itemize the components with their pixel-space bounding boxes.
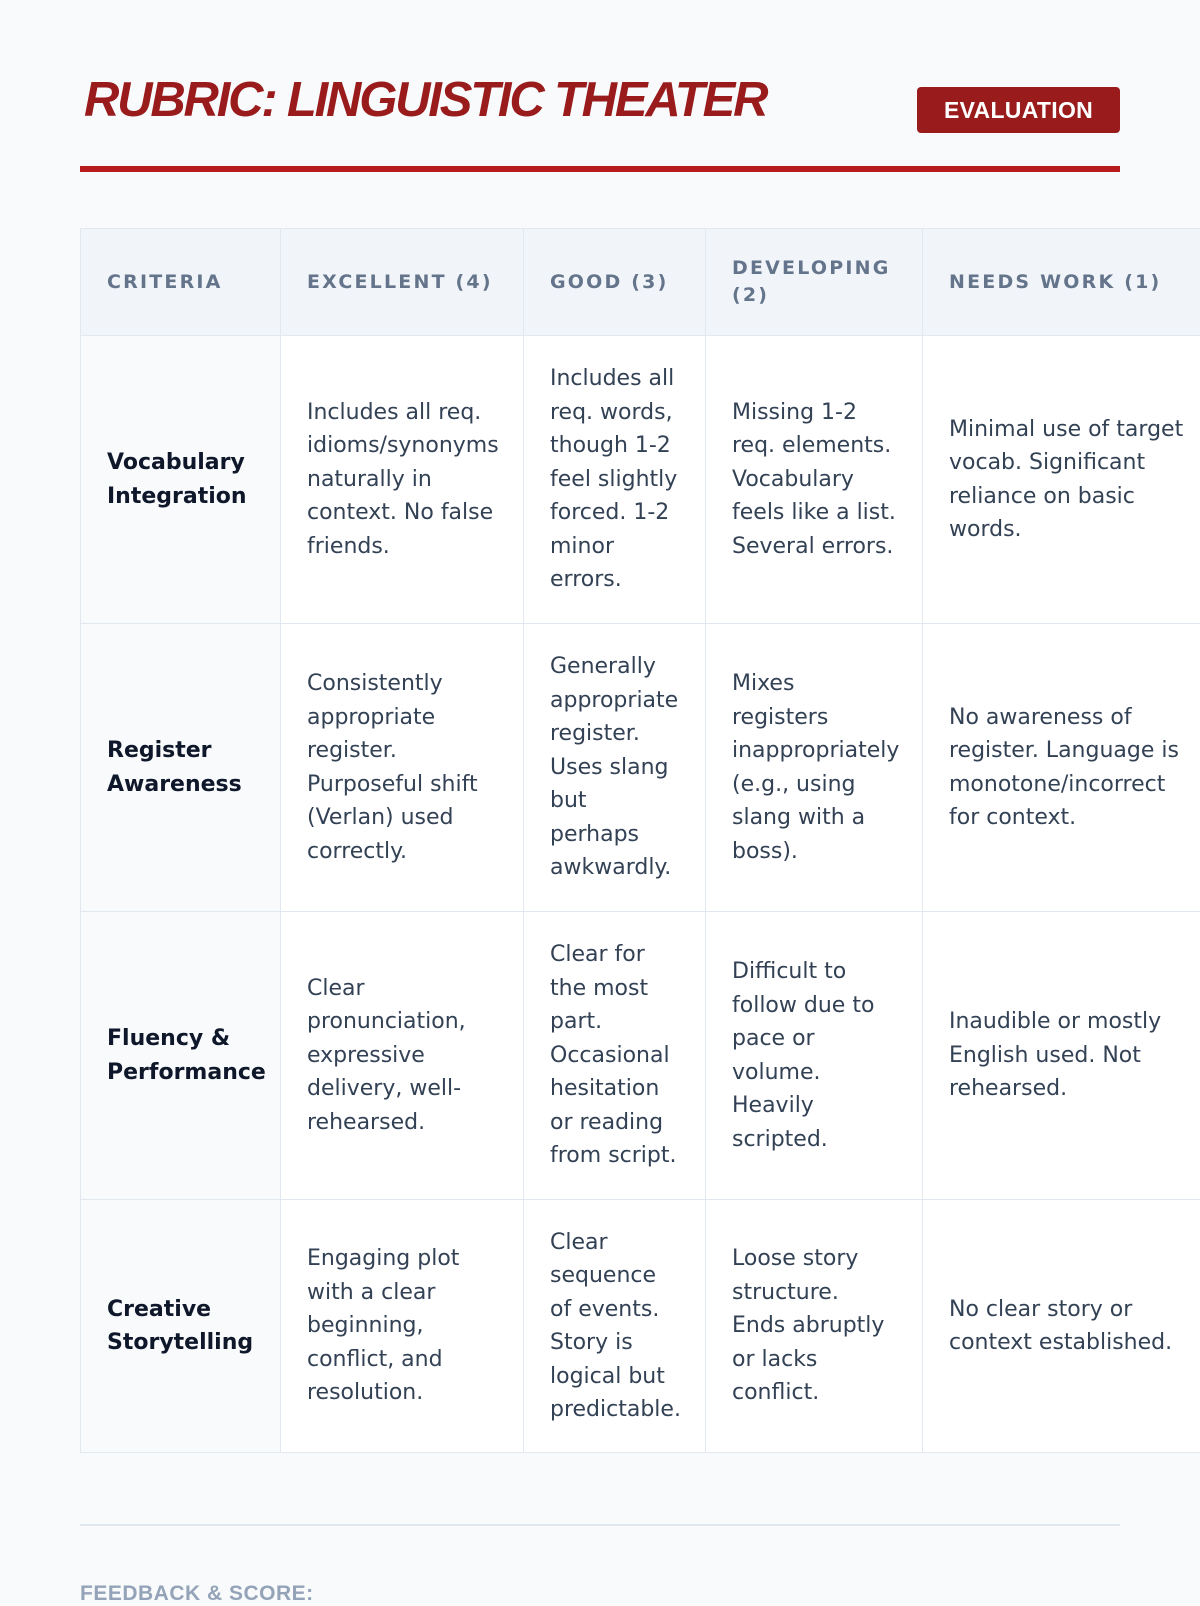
good-cell: Includes all req. words, though 1-2 feel slightly forced. 1-2 minor errors.	[524, 336, 706, 624]
developing-cell: Difficult to follow due to pace or volume. Heavily scripted.	[706, 912, 923, 1200]
column-header-developing: DEVELOPING (2)	[706, 229, 923, 336]
needs-work-cell: No awareness of register. Language is monotone/incorrect for context.	[923, 624, 1200, 912]
table-row	[81, 1200, 1200, 1453]
page-header	[80, 72, 1120, 152]
footer-divider	[80, 1524, 1120, 1526]
page-title: RUBRIC: LINGUISTIC THEATER	[84, 76, 766, 125]
table-row	[81, 912, 1200, 1200]
needs-work-cell: Minimal use of target vocab. Significant reliance on basic words.	[923, 336, 1200, 624]
rubric-table	[80, 228, 1200, 1453]
good-cell: Clear for the most part. Occasional hesitation or reading from script.	[524, 912, 706, 1200]
good-cell: Generally appropriate register. Uses slang but perhaps awkwardly.	[524, 624, 706, 912]
column-header-criteria: CRITERIA	[81, 229, 281, 336]
column-header-good: GOOD (3)	[524, 229, 706, 336]
developing-cell: Mixes registers inappropriately (e.g., using slang with a boss).	[706, 624, 923, 912]
criterion-cell: Creative Storytelling	[81, 1200, 281, 1453]
good-cell: Clear sequence of events. Story is logical but predictable.	[524, 1200, 706, 1453]
needs-work-cell: Inaudible or mostly English used. Not rehearsed.	[923, 912, 1200, 1200]
criterion-cell: Fluency & Performance	[81, 912, 281, 1200]
criterion-cell: Vocabulary Integration	[81, 336, 281, 624]
table-row	[81, 624, 1200, 912]
rubric-page	[80, 0, 1120, 1600]
developing-cell: Missing 1-2 req. elements. Vocabulary feels like a list. Several errors.	[706, 336, 923, 624]
excellent-cell: Clear pronunciation, expressive delivery, well-rehearsed.	[281, 912, 524, 1200]
table-row	[81, 336, 1200, 624]
evaluation-badge: EVALUATION	[917, 87, 1120, 133]
table-header-row	[81, 229, 1200, 336]
column-header-needs-work: NEEDS WORK (1)	[923, 229, 1200, 336]
excellent-cell: Includes all req. idioms/synonyms naturally in context. No false friends.	[281, 336, 524, 624]
excellent-cell: Consistently appropriate register. Purposeful shift (Verlan) used correctly.	[281, 624, 524, 912]
column-header-excellent: EXCELLENT (4)	[281, 229, 524, 336]
feedback-score-label: FEEDBACK & SCORE:	[80, 1582, 314, 1606]
needs-work-cell: No clear story or context established.	[923, 1200, 1200, 1453]
excellent-cell: Engaging plot with a clear beginning, conflict, and resolution.	[281, 1200, 524, 1453]
developing-cell: Loose story structure. Ends abruptly or lacks conflict.	[706, 1200, 923, 1453]
header-divider	[80, 166, 1120, 172]
criterion-cell: Register Awareness	[81, 624, 281, 912]
